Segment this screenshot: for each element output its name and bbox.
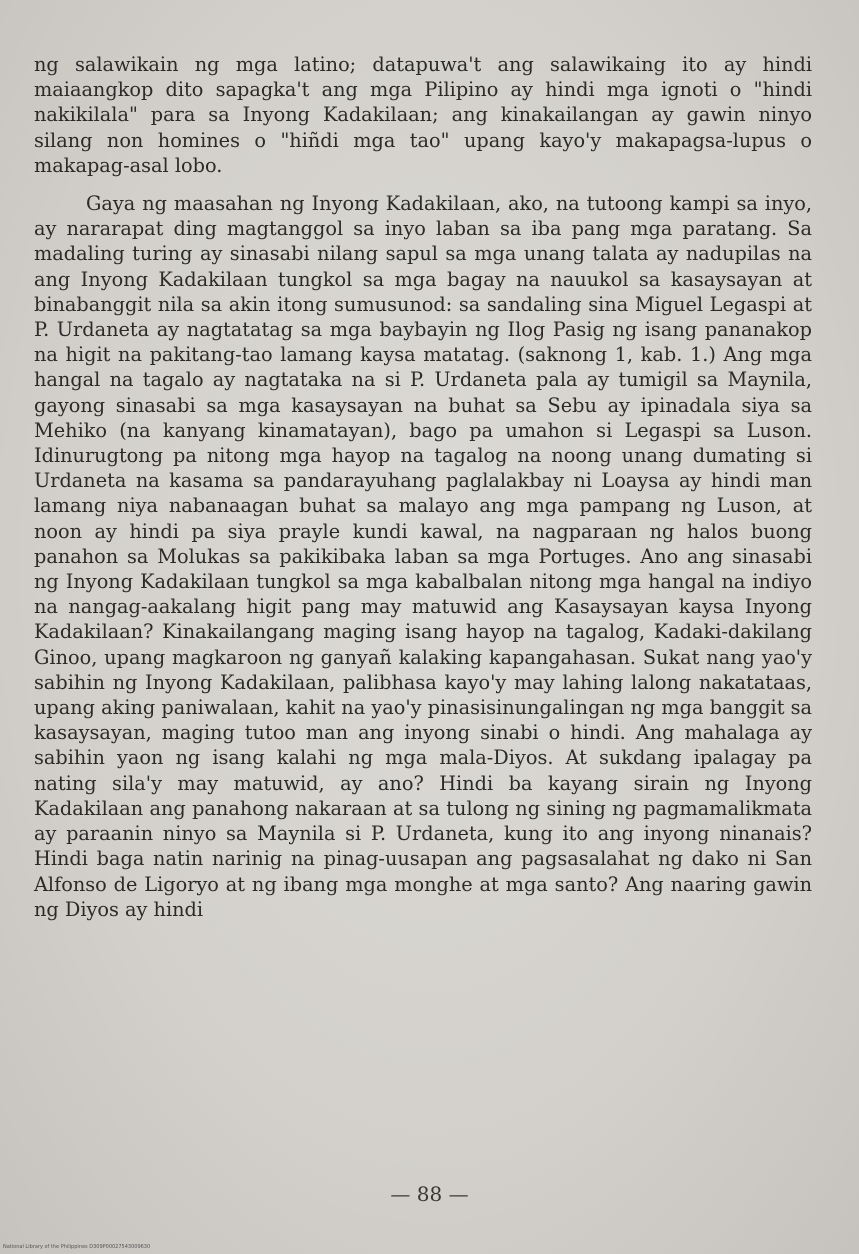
paragraph-1: ng salawikain ng mga latino; datapuwa't ang salawikaing ito ay hindi maiaangkop dito sapagka't ang mga Pilipino ay hindi mga ignoti o "hindi nakikilala" para sa Inyong Kadakilaan; ang kinakailangan ay gawin ninyo silang non homines o "hiñdi mga tao" upang kayo'y makapagsa-lupus o makapag-asal lobo. [34,53,812,177]
body-text [34,52,812,922]
paragraph-2: Gaya ng maasahan ng Inyong Kadakilaan, ako, na tutoong kampi sa inyo, ay nararapat ding magtanggol sa inyo laban sa iba pang mga paratang. Sa madaling turing ay sinasabi nilang sapul sa mga unang talata ay nadupilas na ang Inyong Kadakilaan tungkol sa mga bagay na nauukol sa kasaysayan at binabanggit nila sa akin itong sumusunod: sa sandaling sina Miguel Legaspi at P. Urdaneta ay nagtatatag sa mga baybayin ng Ilog Pasig ng isang pananakop na higit na pakitang-tao lamang kaysa matatag. (saknong 1, kab. 1.) Ang mga hangal na tagalo ay nagtataka na si P. Urdaneta pala ay tumigil sa Maynila, gayong sinasabi sa mga kasaysayan na buhat sa Sebu ay ipinadala siya sa Mehiko (na kanyang kinamatayan), bago pa umahon si Legaspi sa Luson. Idinurugtong pa nitong mga hayop na tagalog na noong unang dumating si Urdaneta na kasama sa pandarayuhang paglalakbay ni Loaysa ay hindi man lamang niya nabanaagan buhat sa malayo ang mga pampang ng Luson, at noon ay hindi pa siya prayle kundi kawal, na nagparaan ng halos buong panahon sa Molukas sa pakikibaka laban sa mga Portuges. Ano ang sinasabi ng Inyong Kadakilaan tungkol sa mga kabalbalan nitong mga hangal na indiyo na nangag-aakalang higit pang may matuwid ang Kasaysayan kaysa Inyong Kadakilaan? Kinakailangang maging isang hayop na tagalog, Kadaki-dakilang Ginoo, upang magkaroon ng ganyañ kalaking kapangahasan. Sukat nang yao'y sabihin ng Inyong Kadakilaan, palibhasa kayo'y may lahing lalong nakatataas, upang aking paniwalaan, kahit na yao'y pinasisinungalingan ng mga banggit sa kasaysayan, maging tutoo man ang inyong sinabi o hindi. Ang mahalaga ay sabihin yaon ng isang kalahi ng mga mala-Diyos. At sukdang ipalagay pa nating sila'y may matuwid, ay ano? Hindi ba kayang sirain ng Inyong Kadakilaan ang panahong nakaraan at sa tulong ng sining ng pagmamalikmata ay paraanin ninyo sa Maynila si P. Urdaneta, kung ito ang inyong ninanais? Hindi baga natin narinig na pinag-uusapan ang pagsasalahat ng dako ni San Alfonso de Ligoryo at ng ibang mga monghe at mga santo? Ang naaring gawin ng Diyos ay hindi [34,192,812,921]
scan-footer-label: National Library of the Philippines D309P00027543009630 [3,1244,151,1250]
page-number: — 88 — [390,1182,469,1206]
